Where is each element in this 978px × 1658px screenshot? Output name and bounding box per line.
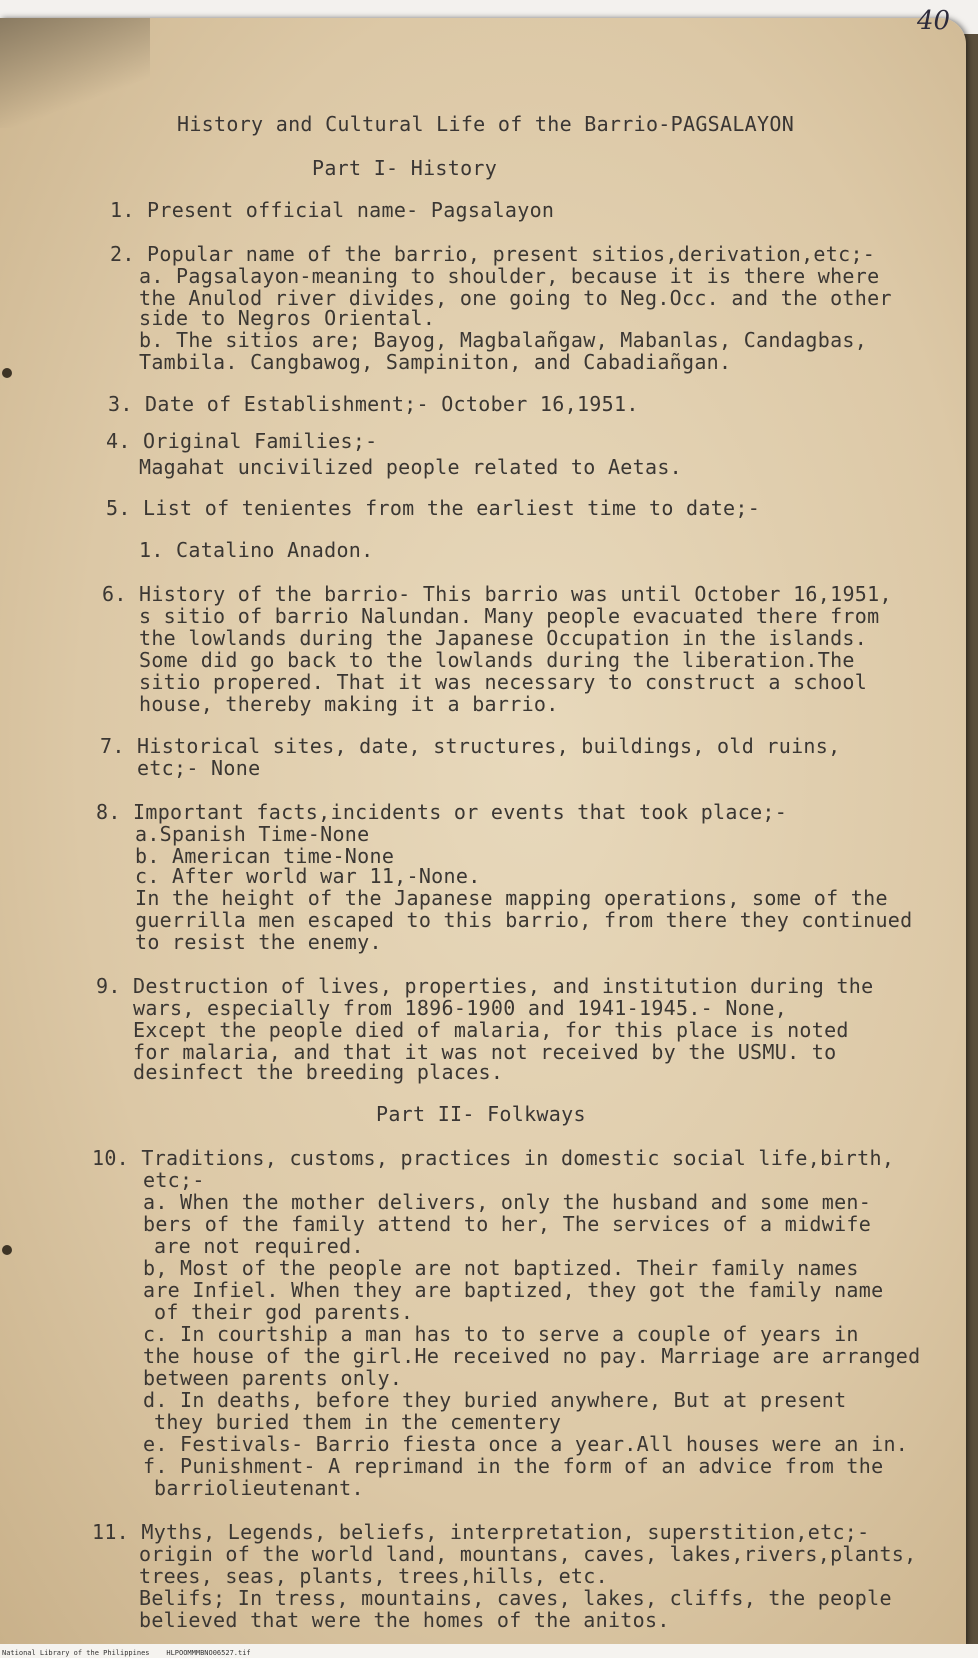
item-9-line: for malaria, and that it was not received by the USMU. to bbox=[133, 1040, 837, 1064]
item-2-line: Tambila. Cangbawog, Sampiniton, and Cabadiañgan. bbox=[139, 350, 732, 374]
item-10-line: they buried them in the cementery bbox=[154, 1410, 562, 1434]
punch-hole bbox=[2, 1245, 12, 1255]
item-9-line: Except the people died of malaria, for this place is noted bbox=[133, 1018, 849, 1042]
item-10-line: etc;- bbox=[143, 1168, 205, 1192]
part-one-heading: Part I- History bbox=[312, 156, 498, 180]
page-number: 40 bbox=[917, 6, 951, 36]
page-stain bbox=[0, 18, 150, 128]
item-2-line: the Anulod river divides, one going to Neg.Occ. and the other bbox=[139, 286, 892, 310]
item-11-line: origin of the world land, mountans, caves, lakes,rivers,plants, bbox=[139, 1542, 917, 1566]
item-10-line: of their god parents. bbox=[154, 1300, 414, 1324]
item-10-line: b, Most of the people are not baptized. Their family names bbox=[143, 1256, 859, 1280]
item-6-line: house, thereby making it a barrio. bbox=[139, 692, 559, 716]
item-5-line: 1. Catalino Anadon. bbox=[139, 538, 374, 562]
item-11-line: trees, seas, plants, trees,hills, etc. bbox=[139, 1564, 608, 1588]
item-10-line: barriolieutenant. bbox=[154, 1476, 364, 1500]
punch-hole bbox=[2, 368, 12, 378]
item-9-line: wars, especially from 1896-1900 and 1941-1945.- None, bbox=[133, 996, 788, 1020]
item-6-line: s sitio of barrio Nalundan. Many people evacuated there from bbox=[139, 604, 880, 628]
footer-caption: National Library of the Philippines HLPOOMMMBNO06527.tif bbox=[2, 1649, 251, 1657]
item-10-line: c. In courtship a man has to to serve a couple of years in bbox=[143, 1322, 859, 1346]
item-9-line: desinfect the breeding places. bbox=[133, 1060, 504, 1084]
item-11-line: Belifs; In tress, mountains, caves, lakes, cliffs, the people bbox=[139, 1586, 892, 1610]
footer-strip bbox=[0, 1644, 978, 1658]
item-11-line: believed that were the homes of the anitos. bbox=[139, 1608, 670, 1632]
item-1: 1. Present official name- Pagsalayon bbox=[110, 198, 555, 222]
item-8-line: b. American time-None bbox=[135, 844, 395, 868]
document-title: History and Cultural Life of the Barrio-PAGSALAYON bbox=[177, 112, 795, 136]
part-two-heading: Part II- Folkways bbox=[376, 1102, 586, 1126]
item-10-line: are not required. bbox=[154, 1234, 364, 1258]
item-10-line: are Infiel. When they are baptized, they got the family name bbox=[143, 1278, 884, 1302]
item-10-line: between parents only. bbox=[143, 1366, 403, 1390]
item-8-line: In the height of the Japanese mapping operations, some of the bbox=[135, 886, 888, 910]
item-2-line: a. Pagsalayon-meaning to shoulder, because it is there where bbox=[139, 264, 880, 288]
item-8-line: to resist the enemy. bbox=[135, 930, 382, 954]
item-8-line: a.Spanish Time-None bbox=[135, 822, 370, 846]
item-10-line: 10. Traditions, customs, practices in domestic social life,birth, bbox=[92, 1146, 895, 1170]
item-10-line: e. Festivals- Barrio fiesta once a year.All houses were an in. bbox=[143, 1432, 909, 1456]
item-10-line: d. In deaths, before they buried anywhere, But at present bbox=[143, 1388, 847, 1412]
item-8-line: guerrilla men escaped to this barrio, from there they continued bbox=[135, 908, 913, 932]
item-7-line: etc;- None bbox=[137, 756, 261, 780]
item-9-line: 9. Destruction of lives, properties, and institution during the bbox=[96, 974, 874, 998]
item-2-line: b. The sitios are; Bayog, Magbalañgaw, Mabanlas, Candagbas, bbox=[139, 328, 868, 352]
item-5-line: 5. List of tenientes from the earliest time to date;- bbox=[106, 496, 761, 520]
item-4-line: 4. Original Families;- bbox=[106, 429, 378, 453]
item-6-line: 6. History of the barrio- This barrio was until October 16,1951, bbox=[102, 582, 892, 606]
item-10-line: bers of the family attend to her, The services of a midwife bbox=[143, 1212, 872, 1236]
item-8-line: c. After world war 11,-None. bbox=[135, 864, 481, 888]
item-6-line: sitio propered. That it was necessary to construct a school bbox=[139, 670, 868, 694]
item-8-line: 8. Important facts,incidents or events that took place;- bbox=[96, 800, 788, 824]
item-10-line: the house of the girl.He received no pay. Marriage are arranged bbox=[143, 1344, 921, 1368]
item-6-line: the lowlands during the Japanese Occupation in the islands. bbox=[139, 626, 868, 650]
item-11-line: 11. Myths, Legends, beliefs, interpretation, superstition,etc;- bbox=[92, 1520, 870, 1544]
item-2-line: 2. Popular name of the barrio, present sitios,derivation,etc;- bbox=[110, 242, 876, 266]
item-7-line: 7. Historical sites, date, structures, buildings, old ruins, bbox=[100, 734, 841, 758]
item-6-line: Some did go back to the lowlands during the liberation.The bbox=[139, 648, 855, 672]
item-3: 3. Date of Establishment;- October 16,1951. bbox=[108, 392, 639, 416]
item-2-line: side to Negros Oriental. bbox=[139, 306, 436, 330]
item-10-line: f. Punishment- A reprimand in the form of an advice from the bbox=[143, 1454, 884, 1478]
item-4-line: Magahat uncivilized people related to Aetas. bbox=[139, 455, 683, 479]
item-10-line: a. When the mother delivers, only the husband and some men- bbox=[143, 1190, 872, 1214]
